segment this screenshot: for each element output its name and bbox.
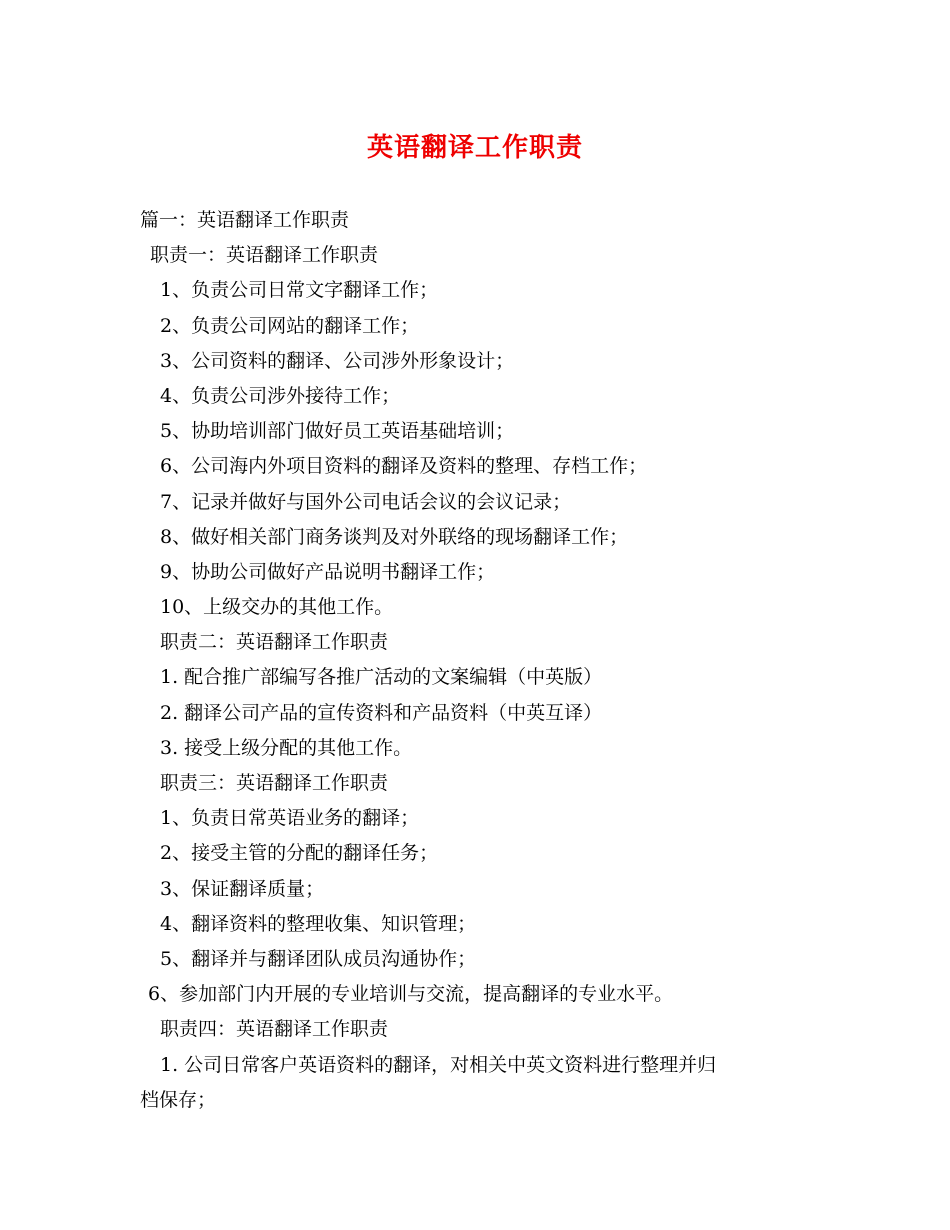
document-title: 英语翻译工作职责: [366, 133, 583, 163]
list-item: 10、上级交办的其他工作。: [160, 596, 394, 619]
list-item: 6、参加部门内开展的专业培训与交流，提高翻译的专业水平。: [148, 983, 674, 1006]
list-item: 4、翻译资料的整理收集、知识管理；: [160, 912, 477, 935]
list-item: 1. 公司日常客户英语资料的翻译，对相关中英文资料进行整理并归: [160, 1053, 717, 1076]
list-item: 1. 配合推广部编写各推广活动的文案编辑（中英版）: [160, 666, 603, 689]
list-item: 2、接受主管的分配的翻译任务；: [160, 842, 439, 865]
list-item: 9、协助公司做好产品说明书翻译工作；: [160, 560, 496, 583]
list-item: 1、负责公司日常文字翻译工作；: [160, 279, 439, 302]
list-item: 8、做好相关部门商务谈判及对外联络的现场翻译工作；: [160, 525, 629, 548]
document-body: [0, 203, 950, 1118]
list-item: 3、保证翻译质量；: [160, 877, 325, 900]
list-item: 2. 翻译公司产品的宣传资料和产品资料（中英互译）: [160, 701, 603, 724]
list-item: 6、公司海内外项目资料的翻译及资料的整理、存档工作；: [160, 455, 648, 478]
list-item: 5、翻译并与翻译团队成员沟通协作；: [160, 947, 477, 970]
subsection-heading: 职责二：英语翻译工作职责: [160, 631, 389, 654]
list-item-continuation: 档保存；: [140, 1088, 217, 1111]
list-item: 4、负责公司涉外接待工作；: [160, 384, 401, 407]
subsection-heading: 职责三：英语翻译工作职责: [160, 772, 389, 794]
subsection-heading: 职责一：英语翻译工作职责: [150, 244, 379, 267]
section-heading: 篇一：英语翻译工作职责: [140, 209, 350, 231]
list-item: 2、负责公司网站的翻译工作；: [160, 314, 420, 337]
list-item: 3. 接受上级分配的其他工作。: [160, 736, 413, 759]
list-item: 7、记录并做好与国外公司电话会议的会议记录；: [160, 490, 572, 513]
list-item: 5、协助培训部门做好员工英语基础培训；: [160, 420, 515, 443]
list-item: 1、负责日常英语业务的翻译；: [160, 807, 420, 830]
list-item: 3、公司资料的翻译、公司涉外形象设计；: [160, 349, 515, 372]
subsection-heading: 职责四：英语翻译工作职责: [160, 1018, 389, 1041]
